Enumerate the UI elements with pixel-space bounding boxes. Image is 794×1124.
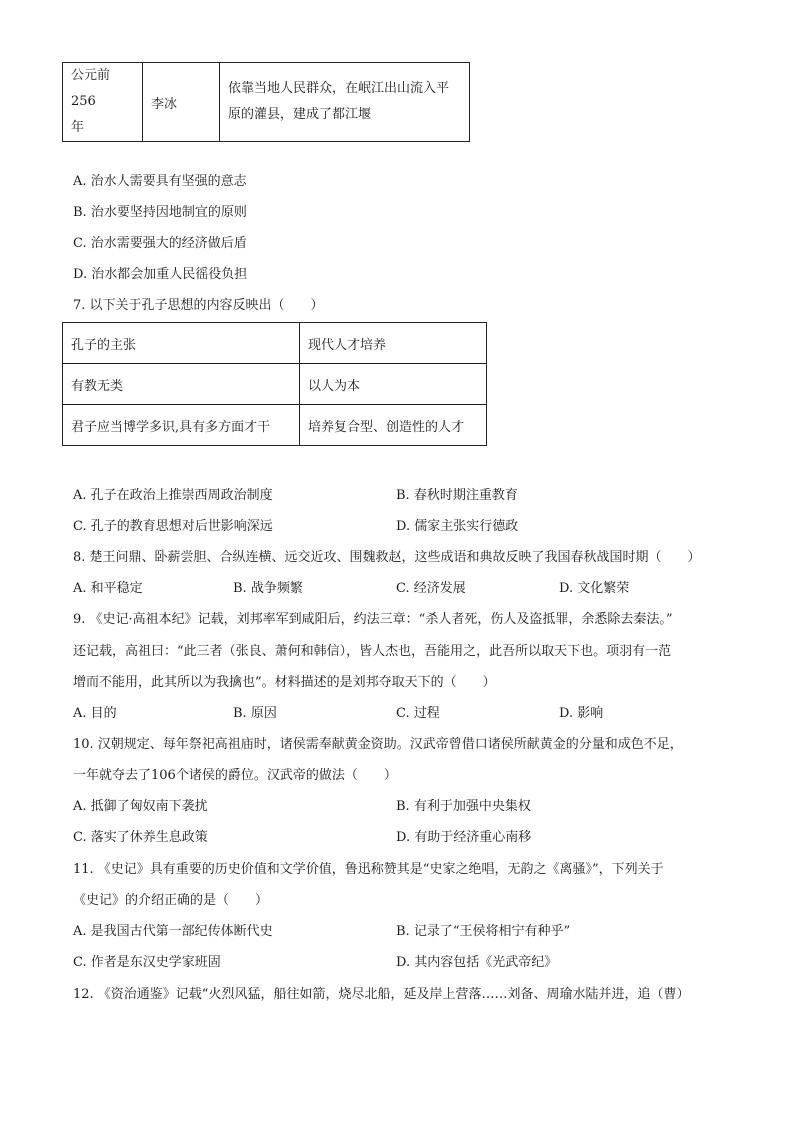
q6-option-d[interactable]: D. 治水都会加重人民徭役负担 (73, 267, 248, 282)
person-cell: 李冰 (143, 63, 220, 142)
q9-option-a[interactable]: A. 目的 (73, 706, 117, 721)
table-header-cell: 孔子的主张 (63, 323, 300, 364)
q10-option-a[interactable]: A. 抵御了匈奴南下袭扰 (73, 799, 208, 814)
q10-option-b[interactable]: B. 有利于加强中央集权 (396, 799, 531, 814)
q6-option-b[interactable]: B. 治水要坚持因地制宜的原则 (73, 205, 247, 220)
q6-option-a[interactable]: A. 治水人需要具有坚强的意志 (73, 174, 247, 189)
table-header-cell: 现代人才培养 (300, 323, 487, 364)
table-cell: 有教无类 (63, 364, 300, 405)
q8-option-c[interactable]: C. 经济发展 (396, 581, 466, 596)
q9-stem-line-2: 还记载，高祖曰：“此三者（张良、萧何和韩信），皆人杰也，吾能用之，此吾所以取天下也。项羽有一范 (73, 644, 672, 659)
confucius-table (62, 322, 487, 446)
q8-option-a[interactable]: A. 和平稳定 (73, 581, 143, 596)
table-row (63, 323, 487, 364)
table-cell: 以人为本 (300, 364, 487, 405)
q8-options-row (73, 579, 733, 599)
deed-text-1: 依靠当地人民群众，在岷江出山流入平 (228, 81, 450, 96)
q9-stem-line-1: 9. 《史记·高祖本纪》记载，刘邦率军到咸阳后，约法三章：“杀人者死，伤人及盗抵罪，余悉除去秦法。” (73, 612, 673, 627)
q7-options-row-2 (73, 517, 733, 537)
q9-option-d[interactable]: D. 影响 (559, 706, 604, 721)
q7-option-b[interactable]: B. 春秋时期注重教育 (396, 488, 518, 503)
table-row (63, 364, 487, 405)
q11-option-d[interactable]: D. 其内容包括《光武帝纪》 (396, 955, 558, 970)
table-row (63, 63, 470, 142)
q7-stem: 7. 以下关于孔子思想的内容反映出（ ） (73, 298, 324, 313)
table-cell: 培养复合型、创造性的人才 (300, 405, 487, 446)
q8-option-d[interactable]: D. 文化繁荣 (559, 581, 630, 596)
time-cell (63, 63, 143, 142)
q7-option-c[interactable]: C. 孔子的教育思想对后世影响深远 (73, 519, 273, 534)
q10-options-row-2 (73, 828, 733, 848)
q9-option-c[interactable]: C. 过程 (396, 706, 440, 721)
q12-stem-line-1: 12. 《资治通鉴》记载“火烈风猛，船往如箭，烧尽北船，延及岸上营落……刘备、周瑜水陆并进，追（曹） (73, 987, 690, 1002)
q7-option-a[interactable]: A. 孔子在政治上推崇西周政治制度 (73, 488, 273, 503)
q8-stem: 8. 楚王问鼎、卧薪尝胆、合纵连横、远交近攻、围魏救赵，这些成语和典故反映了我国春秋战国时期（ ） (73, 550, 701, 565)
q7-options-row-1 (73, 486, 733, 506)
q7-option-d[interactable]: D. 儒家主张实行德政 (396, 519, 519, 534)
q6-option-c[interactable]: C. 治水需要强大的经济做后盾 (73, 236, 247, 251)
q8-option-b[interactable]: B. 战争频繁 (233, 581, 303, 596)
q9-option-b[interactable]: B. 原因 (233, 706, 277, 721)
deed-cell (220, 63, 470, 142)
water-control-table (62, 62, 470, 142)
time-text-2: 年 (71, 120, 85, 135)
q11-option-c[interactable]: C. 作者是东汉史学家班固 (73, 955, 221, 970)
q11-stem-line-1: 11. 《史记》具有重要的历史价值和文学价值，鲁迅称赞其是“史家之绝唱，无韵之《离骚》”，下列关于 (73, 862, 664, 877)
q10-option-d[interactable]: D. 有助于经济重心南移 (396, 830, 532, 845)
q11-option-b[interactable]: B. 记录了“王侯将相宁有种乎” (396, 924, 571, 939)
q11-option-a[interactable]: A. 是我国古代第一部纪传体断代史 (73, 924, 273, 939)
q10-stem-line-1: 10. 汉朝规定、每年祭祀高祖庙时，诸侯需奉献黄金资助。汉武帝曾借口诸侯所献黄金的分量和成色不足， (73, 737, 683, 752)
q11-options-row-1 (73, 922, 733, 942)
deed-text-2: 原的灌县，建成了都江堰 (228, 107, 372, 122)
time-text-1: 公元前256 (71, 68, 111, 109)
table-row (63, 405, 487, 446)
q10-stem-line-2: 一年就夺去了106个诸侯的爵位。汉武帝的做法（ ） (73, 768, 397, 783)
q10-option-c[interactable]: C. 落实了休养生息政策 (73, 830, 208, 845)
q11-options-row-2 (73, 953, 733, 973)
q10-options-row-1 (73, 797, 733, 817)
q11-stem-line-2: 《史记》的介绍正确的是（ ） (73, 893, 269, 908)
q9-options-row (73, 704, 733, 724)
table-cell: 君子应当博学多识,具有多方面才干 (63, 405, 300, 446)
q9-stem-line-3: 增而不能用，此其所以为我擒也”。材料描述的是刘邦夺取天下的（ ） (73, 675, 496, 690)
